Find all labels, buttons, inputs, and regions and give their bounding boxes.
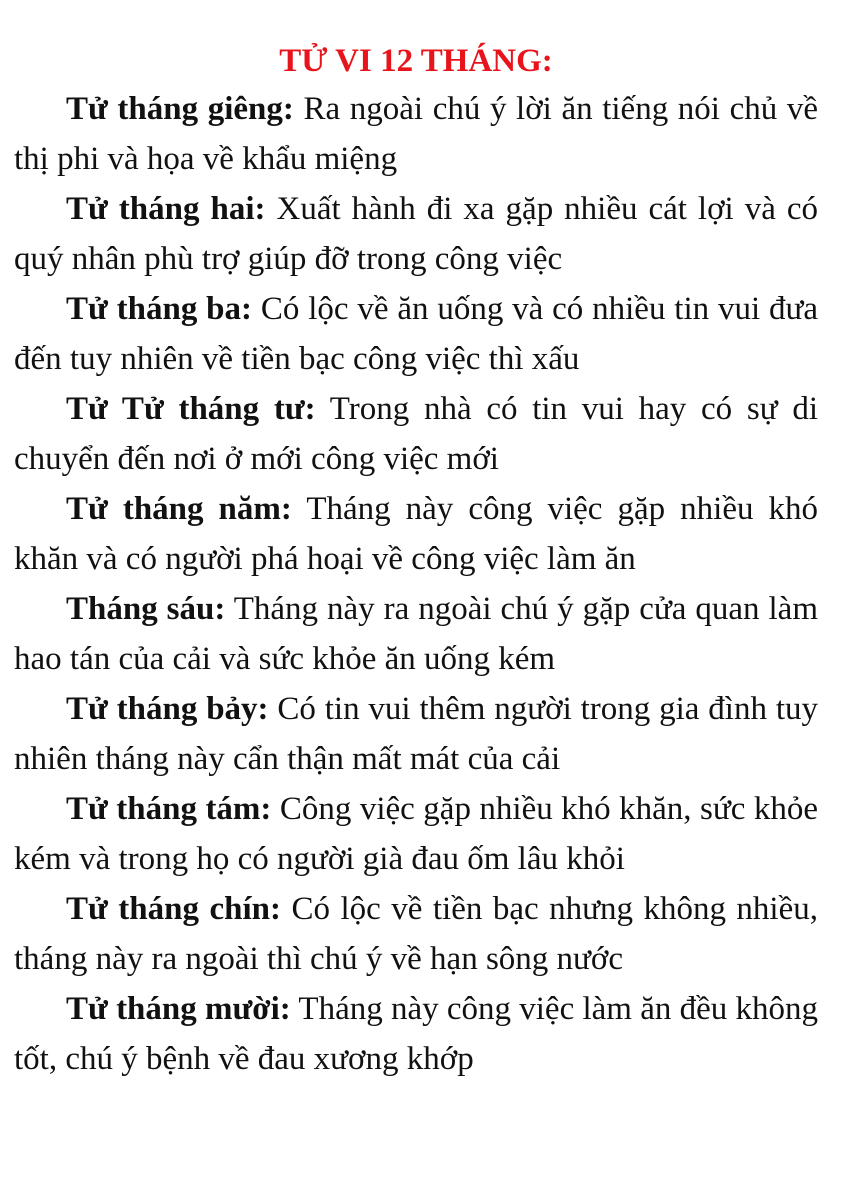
month-text: Có tin vui thêm người trong gia đình tuy nhiên tháng này cẩn thận mất mát của cải [14, 691, 818, 777]
month-text: Tháng này công việc gặp nhiều khó khăn và có người phá hoại về công việc làm ăn [14, 491, 818, 577]
month-label: Tử tháng tám: [66, 791, 272, 827]
month-entry-4 [14, 384, 818, 484]
month-entry-8 [14, 784, 818, 884]
month-label: Tử Tử tháng tư: [66, 391, 316, 427]
page-title: TỬ VI 12 THÁNG: [279, 43, 553, 79]
month-entry-10 [14, 984, 818, 1084]
month-entry-5 [14, 484, 818, 584]
month-label: Tử tháng hai: [66, 191, 266, 227]
month-entry-6 [14, 584, 818, 684]
month-label: Tử tháng bảy: [66, 691, 269, 727]
month-label: Tháng sáu: [66, 591, 226, 627]
month-text: Công việc gặp nhiều khó khăn, sức khỏe kém và trong họ có người già đau ốm lâu khỏi [14, 791, 819, 877]
month-text: Ra ngoài chú ý lời ăn tiếng nói chủ về thị phi và họa về khẩu miệng [14, 91, 818, 177]
month-entry-9 [14, 884, 818, 984]
month-label: Tử tháng mười: [66, 991, 291, 1027]
month-text: Có lộc về tiền bạc nhưng không nhiều, tháng này ra ngoài thì chú ý về hạn sông nước [14, 891, 818, 977]
month-text: Tháng này ra ngoài chú ý gặp cửa quan làm hao tán của cải và sức khỏe ăn uống kém [14, 591, 818, 677]
document-page [14, 38, 818, 1084]
month-entry-7 [14, 684, 818, 784]
month-text: Trong nhà có tin vui hay có sự di chuyển đến nơi ở mới công việc mới [14, 391, 818, 477]
month-text: Tháng này công việc làm ăn đều không tốt, chú ý bệnh về đau xương khớp [14, 991, 819, 1077]
month-text: Xuất hành đi xa gặp nhiều cát lợi và có quý nhân phù trợ giúp đỡ trong công việc [14, 191, 818, 277]
month-entry-2 [14, 184, 818, 284]
month-text: Có lộc về ăn uống và có nhiều tin vui đưa đến tuy nhiên về tiền bạc công việc thì xấu [14, 291, 818, 377]
month-entry-1 [14, 84, 818, 184]
month-label: Tử tháng ba: [66, 291, 253, 327]
month-label: Tử tháng năm: [66, 491, 292, 527]
month-label: Tử tháng chín: [66, 891, 281, 927]
month-entry-3 [14, 284, 818, 384]
month-label: Tử tháng giêng: [66, 91, 294, 127]
